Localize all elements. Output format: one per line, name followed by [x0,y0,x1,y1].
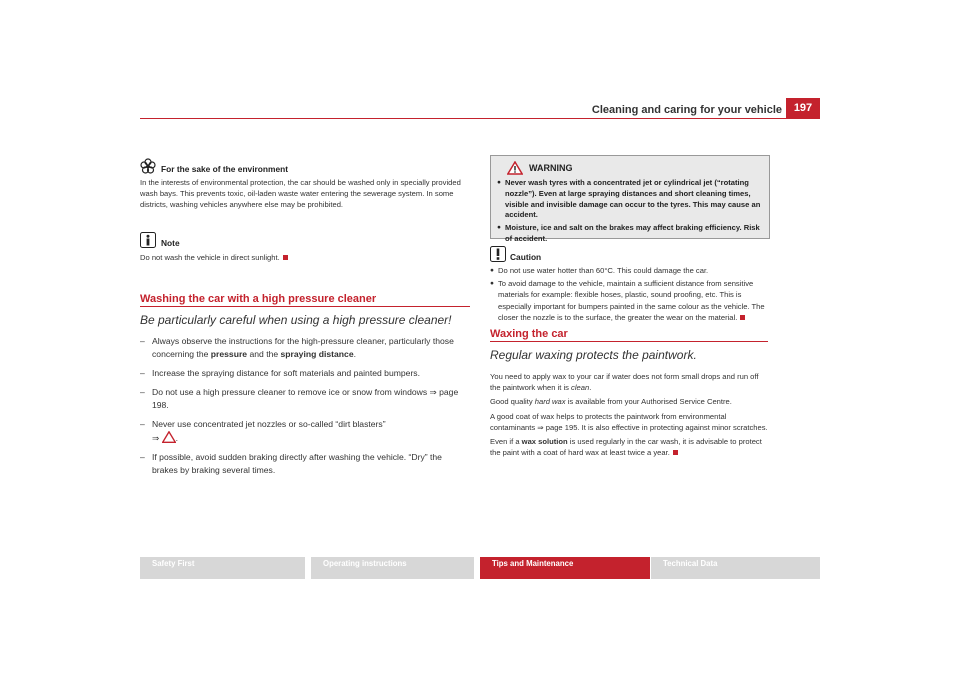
warning-item: ● Moisture, ice and salt on the brakes may affect braking efficiency. Risk of accident. [497,223,763,245]
waxing-paragraph: You need to apply wax to your car if water does not form small drops and run off the paintwork when it is clean. [490,372,759,393]
caution-item: ● To avoid damage to the vehicle, maintain a sufficient distance from sensitive materials for example: flexible hoses, plastic, sound proofing, etc. This is especially important for bumpers painted in the same colour as the vehicle. The closer the nozzle is to the surface, the greater the wear on the material. [490,278,768,323]
footer-tab-tips-and-maintenance[interactable]: Tips and Maintenance [480,557,650,579]
note-block [140,232,470,263]
end-marker [740,315,745,320]
footer-tab-operating-instructions[interactable]: Operating instructions [311,557,474,579]
pressure-steps [140,335,470,483]
caution-heading: Caution [510,252,542,262]
exclamation-icon [490,246,506,262]
end-marker [673,450,678,455]
footer-tab-technical-data[interactable]: Technical Data [651,557,820,579]
section-rule [140,306,470,307]
warning-item: ● Never wash tyres with a concentrated jet or cylindrical jet (“rotating nozzle”). Even at large spraying distances and short cleaning times, visible and invisible damage can occur to the tyres. This may cause an accident. [497,178,763,221]
warning-triangle-icon [507,161,523,175]
flower-icon [140,158,156,174]
waxing-body [490,371,768,461]
step-item: – Do not use a high pressure cleaner to remove ice or snow from windows ⇒ page 198. [140,387,459,410]
warning-triangle-icon [162,431,176,443]
warning-heading: WARNING [529,162,573,173]
header-rule [140,118,820,119]
waxing-section-subtitle: Regular waxing protects the paintwork. [490,348,697,362]
step-item: – Always observe the instructions for the high-pressure cleaner, particularly those concerning the pressure and the spraying distance. [140,336,454,359]
caution-block [490,246,768,325]
environment-heading: For the sake of the environment [161,164,289,174]
step-item: – Never use concentrated jet nozzles or so-called “dirt blasters” ⇒ . [140,419,386,443]
page-number: 197 [786,98,820,118]
end-marker [283,255,288,260]
note-heading: Note [161,238,180,248]
waxing-section-title: Waxing the car [490,328,568,340]
note-text: Do not wash the vehicle in direct sunlight. [140,253,280,262]
pressure-section-subtitle: Be particularly careful when using a high pressure cleaner! [140,313,452,327]
footer-tab-safety-first[interactable]: Safety First [140,557,305,579]
environment-block [140,158,470,211]
waxing-paragraph: Good quality hard wax is available from your Authorised Service Centre. [490,397,732,407]
warning-box [490,155,770,243]
waxing-paragraph: A good coat of wax helps to protects the paintwork from environmental contaminants ⇒ page 195. It is also effective in protecting against minor scratches. [490,411,768,432]
environment-text: In the interests of environmental protection, the car should be washed only in specially provided wash bays. This prevents toxic, oil-laden waste water entering the sewerage system. In some districts, washing vehicles anywhere else may be prohibited. [140,178,461,210]
info-icon [140,232,156,248]
step-item: – Increase the spraying distance for soft materials and painted bumpers. [140,368,420,378]
pressure-section-title: Washing the car with a high pressure cleaner [140,293,377,305]
section-rule [490,341,768,342]
caution-item: ● Do not use water hotter than 60°C. This could damage the car. [490,265,768,276]
running-header-title: Cleaning and caring for your vehicle [591,104,782,116]
waxing-paragraph: Even if a wax solution is used regularly in the car wash, it is advisable to protect the paint with a coat of hard wax at least twice a year. [490,437,762,458]
step-item: – If possible, avoid sudden braking directly after washing the vehicle. “Dry” the brakes by braking several times. [140,452,442,475]
